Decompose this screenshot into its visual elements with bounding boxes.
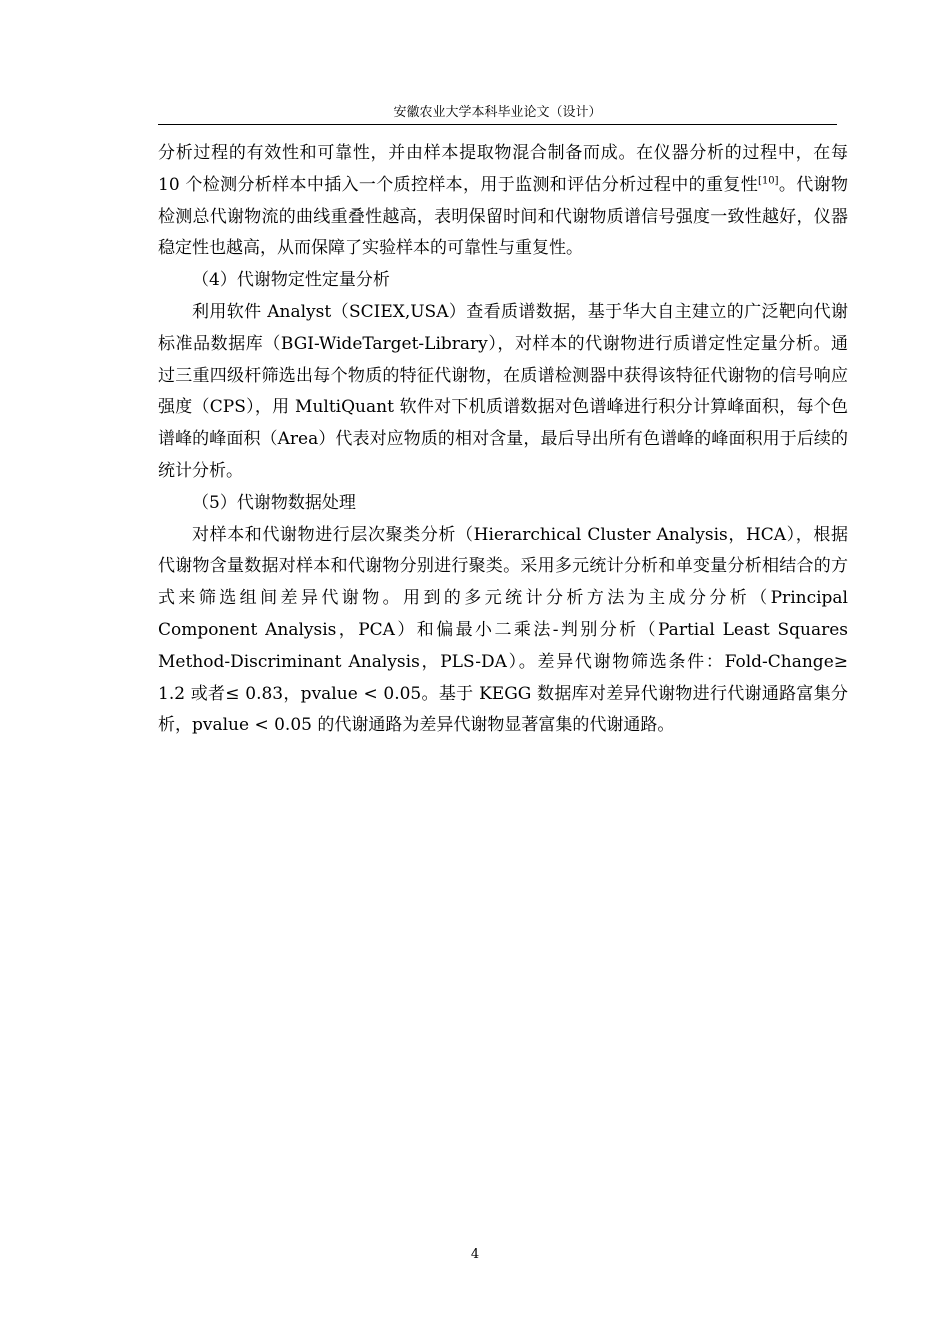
paragraph-qc-continuation [158, 138, 848, 265]
section-heading-5: （5）代谢物数据处理 [192, 492, 356, 513]
section-heading-4: （4）代谢物定性定量分析 [192, 270, 390, 291]
citation-ref: [10] [758, 175, 779, 187]
paragraph-qualitative-quantitative: 利用软件 Analyst（SCIEX,USA）查看质谱数据，基于华大自主建立的广泛靶向代谢标准品数据库（BGI-WideTarget-Library），对样本的代谢物进行质谱定性定量分析。通过三重四级杆筛选出每个物质的特征代谢物，在质谱检测器中获得该特征代谢物的信号响应强度（CPS），用 MultiQuant 软件对下机质谱数据对色谱峰进行积分计算峰面积，每个色谱峰的峰面积（Area）代表对应物质的相对含量，最后导出所有色谱峰的峰面积用于后续的统计分析。 [158, 301, 848, 481]
running-header: 安徽农业大学本科毕业论文（设计） [393, 105, 602, 120]
page-number: 4 [470, 1247, 480, 1262]
main-body [158, 138, 848, 742]
paragraph-data-processing: 对样本和代谢物进行层次聚类分析（Hierarchical Cluster Analysis，HCA），根据代谢物含量数据对样本和代谢物分别进行聚类。采用多元统计分析和单变量分析相结合的方式来筛选组间差异代谢物。用到的多元统计分析方法为主成分分析（Principal Component Analysis，PCA）和偏最小二乘法-判别分析（Partial Least Squares Method-Discriminant Analysis，PLS-DA）。差异代谢物筛选条件：Fold-Change≥ 1.2 或者≤ 0.83，pvalue < 0.05。基于 KEGG 数据库对差异代谢物进行代谢通路富集分析，pvalue < 0.05 的代谢通路为差异代谢物显著富集的代谢通路。 [158, 524, 848, 736]
header-rule [158, 124, 837, 125]
paragraph-text: 。代谢物检测总代谢物流的曲线重叠性越高，表明保留时间和代谢物质谱信号强度一致性越好，仪器稳定性也越高，从而保障了实验样本的可靠性与重复性。 [158, 174, 848, 259]
paragraph-text: 分析过程的有效性和可靠性，并由样本提取物混合制备而成。在仪器分析的过程中，在每 10 个检测分析样本中插入一个质控样本，用于监测和评估分析过程中的重复性 [158, 143, 848, 195]
